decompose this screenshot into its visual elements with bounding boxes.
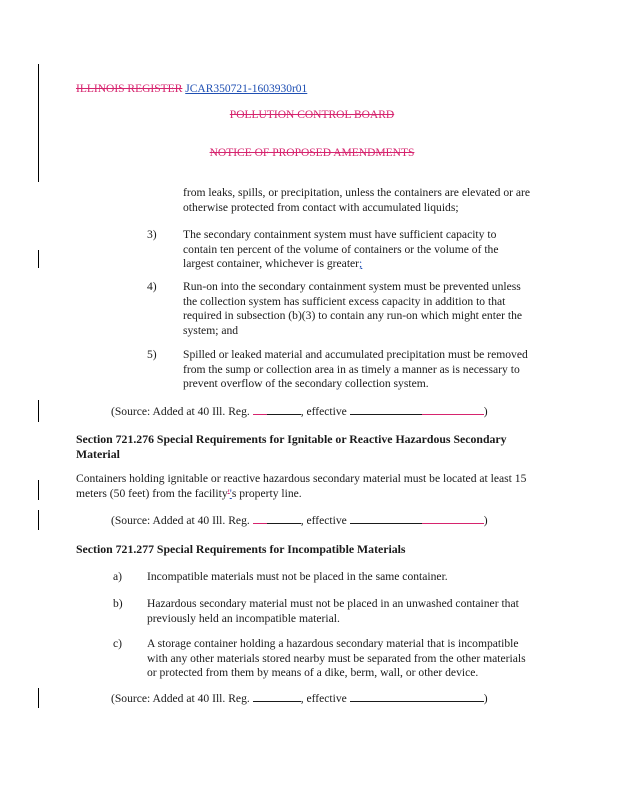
heading-line: Section 721.276 Special Requirements for Ignitable or Reactive Hazardous Secondary bbox=[76, 432, 507, 446]
item-text bbox=[147, 570, 448, 585]
section-heading bbox=[76, 432, 507, 462]
register-title-deleted: ILLINOIS REGISTER bbox=[76, 83, 183, 95]
item-number: 4) bbox=[147, 280, 157, 293]
text-line: previously held an incompatible material. bbox=[147, 611, 340, 625]
heading-line: Material bbox=[76, 446, 120, 461]
text-line bbox=[76, 487, 526, 502]
text-line: otherwise protected from contact with accumulated liquids; bbox=[183, 200, 459, 214]
item-number: c) bbox=[113, 637, 123, 650]
text-line: from leaks, spills, or precipitation, unless the containers are elevated or are bbox=[183, 186, 531, 199]
item-text bbox=[183, 348, 528, 392]
change-bar bbox=[38, 480, 39, 500]
deleted-apostrophe: ' bbox=[227, 486, 230, 500]
register-id-inserted: JCAR350721-1603930r01 bbox=[185, 83, 308, 95]
blank bbox=[350, 692, 484, 702]
section-body bbox=[76, 472, 526, 501]
change-bar bbox=[38, 688, 39, 708]
blank-deleted bbox=[253, 514, 267, 524]
blank bbox=[267, 405, 301, 415]
source-prefix: (Source: Added at 40 Ill. Reg. bbox=[111, 405, 250, 418]
blank bbox=[350, 514, 422, 524]
text-line: A storage container holding a hazardous secondary material that is incompatible bbox=[147, 637, 519, 650]
text-fragment: s property line. bbox=[231, 486, 302, 500]
source-effective: , effective bbox=[300, 692, 347, 705]
text-line: with any other materials stored nearby must be separated from the other materials bbox=[147, 651, 526, 665]
change-bar bbox=[38, 250, 39, 268]
inserted-apostrophe: ' bbox=[229, 486, 232, 500]
source-close: ) bbox=[483, 405, 488, 418]
text-line: Incompatible materials must not be placed in the same container. bbox=[147, 570, 448, 583]
source-close: ) bbox=[483, 692, 488, 705]
text-line: The secondary containment system must have sufficient capacity to bbox=[183, 228, 497, 241]
notice-title: NOTICE OF PROPOSED AMENDMENTS bbox=[209, 147, 415, 159]
text-line: Run-on into the secondary containment system must be prevented unless bbox=[183, 280, 521, 293]
blank bbox=[253, 692, 301, 702]
source-note bbox=[111, 514, 488, 529]
continued-paragraph bbox=[183, 186, 530, 215]
section-heading: Section 721.277 Special Requirements for Incompatible Materials bbox=[76, 542, 406, 556]
source-effective: , effective bbox=[300, 405, 347, 418]
item-text bbox=[147, 637, 526, 681]
text-line: prevent overflow of the secondary collection system. bbox=[183, 377, 429, 391]
text-line: Containers holding ignitable or reactive hazardous secondary material must be located at least 15 bbox=[76, 472, 527, 485]
text-line: Spilled or leaked material and accumulated precipitation must be removed bbox=[183, 348, 528, 361]
item-number: b) bbox=[113, 597, 123, 610]
page-header bbox=[76, 82, 307, 96]
text-fragment: meters (50 feet) from the facility bbox=[76, 486, 228, 500]
item-text bbox=[183, 228, 499, 272]
blank-deleted bbox=[253, 405, 267, 415]
text-line: Hazardous secondary material must not be placed in an unwashed container that bbox=[147, 597, 519, 610]
item-number: 5) bbox=[147, 348, 157, 361]
text-line: from the sump or collection area in as timely a manner as is necessary to bbox=[183, 362, 520, 376]
change-bar bbox=[38, 510, 39, 530]
item-number: 3) bbox=[147, 228, 157, 241]
text-line bbox=[183, 257, 499, 272]
blank bbox=[267, 514, 301, 524]
blank bbox=[350, 405, 422, 415]
source-prefix: (Source: Added at 40 Ill. Reg. bbox=[111, 514, 250, 527]
item-text bbox=[183, 280, 522, 338]
text-fragment: largest container, whichever is greater bbox=[183, 257, 360, 271]
text-line: or protected from them by means of a dike, berm, wall, or other device. bbox=[147, 666, 479, 680]
text-line: required in subsection (b)(3) to contain any run-on which might enter the bbox=[183, 309, 523, 323]
source-close: ) bbox=[483, 514, 488, 527]
text-line: the collection system has sufficient excess capacity in addition to that bbox=[183, 294, 506, 308]
change-bar bbox=[38, 400, 39, 422]
source-note bbox=[111, 405, 488, 420]
item-number: a) bbox=[113, 570, 123, 583]
board-name: POLLUTION CONTROL BOARD bbox=[229, 109, 395, 121]
source-effective: , effective bbox=[300, 514, 347, 527]
blank-deleted bbox=[422, 514, 484, 524]
inserted-punctuation: ; bbox=[359, 257, 363, 271]
change-bar bbox=[38, 64, 39, 182]
blank-deleted bbox=[422, 405, 484, 415]
source-note bbox=[111, 692, 488, 707]
text-line: contain ten percent of the volume of containers or the volume of the bbox=[183, 242, 499, 256]
item-text bbox=[147, 597, 519, 626]
text-line: system; and bbox=[183, 323, 239, 337]
source-prefix: (Source: Added at 40 Ill. Reg. bbox=[111, 692, 250, 705]
